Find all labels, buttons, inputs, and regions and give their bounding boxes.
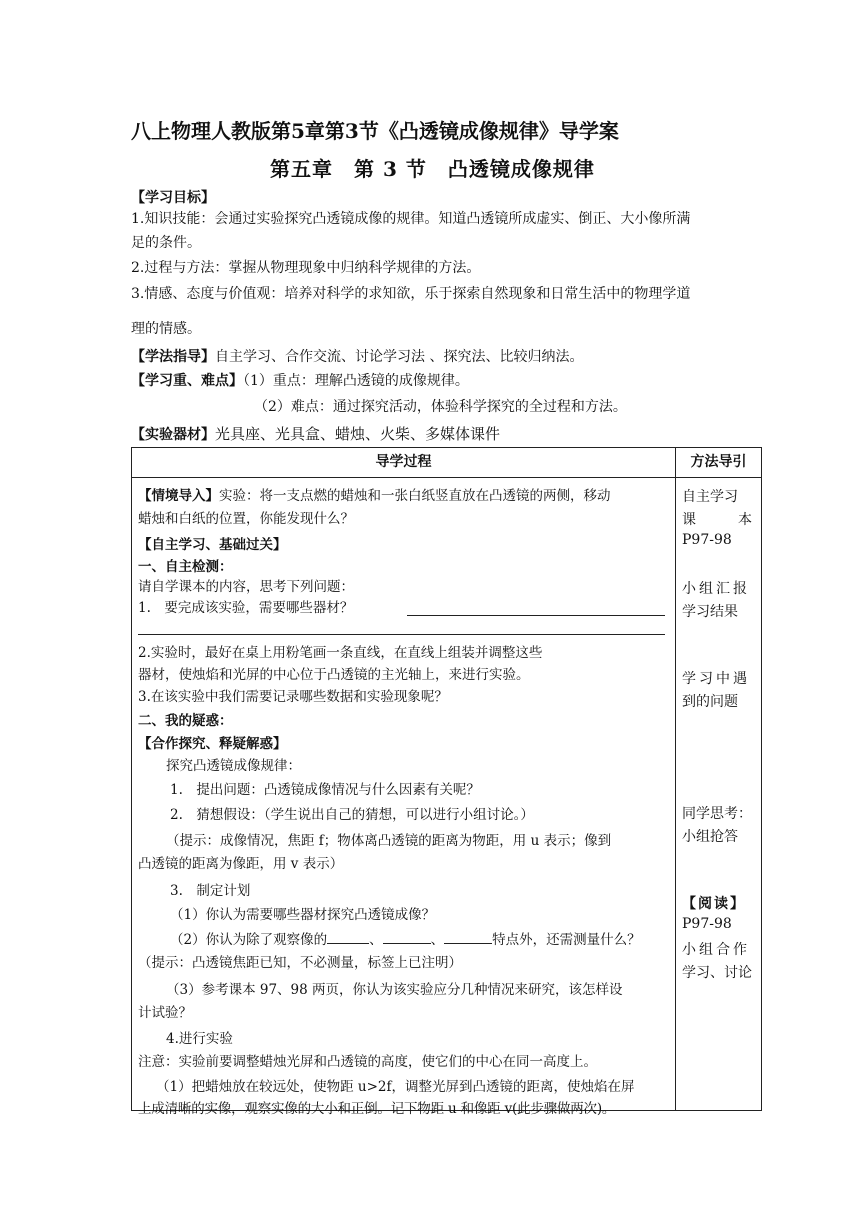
answer-line-2[interactable] xyxy=(138,634,665,635)
coop-heading: 【合作探究、释疑解惑】 xyxy=(138,736,287,752)
equipment xyxy=(131,423,500,444)
intro-text: 实验：将一支点燃的蜡烛和一张白纸竖直放在凸透镜的两侧，移动 xyxy=(219,488,611,504)
step-2: 2. 猜想假设：（学生说出自己的猜想，可以进行小组讨论。） xyxy=(170,807,534,823)
objective-1-line2: 足的条件。 xyxy=(131,235,201,251)
step-4: 4.进行实验 xyxy=(166,1031,233,1047)
side-problems-1: 学习中遇 xyxy=(682,671,750,687)
keypoints-focus xyxy=(131,370,469,390)
hint-line2: 凸透镜的距离为像距，用 v 表示） xyxy=(138,856,344,872)
blank-1[interactable] xyxy=(327,931,369,944)
objective-2: 2.过程与方法：掌握从物理现象中归纳科学规律的方法。 xyxy=(131,260,481,276)
side-discuss: 学习、讨论 xyxy=(682,965,752,981)
question-3: 3.在该实验中我们需要记录哪些数据和实验现象呢？ xyxy=(138,689,448,705)
document-title: 八上物理人教版第5章第3节《凸透镜成像规律》导学案 xyxy=(131,119,619,143)
side-textbook-label-left: 课 xyxy=(682,512,696,528)
method-cell xyxy=(676,478,762,1111)
objective-3-line1: 3.情感、态度与价值观：培养对科学的求知欲，乐于探索自然现象和日常生活中的物理学道 xyxy=(131,286,691,302)
keypoints-focus-text: （1）重点：理解凸透镜的成像规律。 xyxy=(243,373,469,389)
doubts-heading: 二、我的疑惑： xyxy=(138,713,233,729)
objectives-heading: 【学习目标】 xyxy=(131,190,215,206)
side-answer: 小组抢答 xyxy=(682,829,738,845)
method-label: 【学法指导】 xyxy=(131,349,215,365)
blank-3[interactable] xyxy=(444,931,492,944)
read-prompt: 请自学课本的内容，思考下列问题： xyxy=(138,579,354,595)
equipment-label: 【实验器材】 xyxy=(131,427,215,443)
side-read: 【阅读】 xyxy=(682,896,746,912)
plan-3-line1: （3）参考课本 97、98 两页，你认为该实验应分几种情况来研究，该怎样设 xyxy=(166,982,623,998)
content-cell xyxy=(132,478,676,1117)
keypoints-label: 【学习重、难点】 xyxy=(131,373,243,389)
experiment-note: 注意：实验前要调整蜡烛光屏和凸透镜的高度，使它们的中心在同一高度上。 xyxy=(138,1054,597,1070)
plan-2 xyxy=(170,928,641,948)
intro-label: 【情境导入】 xyxy=(138,488,219,504)
side-problems-2: 到的问题 xyxy=(682,694,738,710)
side-pages-1: P97-98 xyxy=(682,532,732,548)
header-guide-process: 导学过程 xyxy=(132,448,676,478)
keypoints-difficulty: （2）难点：通过探究活动，体验科学探究的全过程和方法。 xyxy=(254,399,627,415)
question-2-line2: 器材，使烛焰和光屏的中心位于凸透镜的主光轴上，来进行实验。 xyxy=(138,667,530,683)
side-textbook-label-right: 本 xyxy=(738,512,752,528)
side-group-report: 小组汇报 xyxy=(682,581,750,597)
side-think: 同学思考： xyxy=(682,806,752,822)
side-pages-2: P97-98 xyxy=(682,916,732,932)
step-1: 1. 提出问题：凸透镜成像情况与什么因素有关呢？ xyxy=(170,782,480,798)
step-3: 3. 制定计划 xyxy=(170,883,251,899)
plan-3-line2: 计试验？ xyxy=(138,1005,192,1021)
guide-table xyxy=(131,447,762,1117)
plan-2-hint: （提示：凸透镜焦距已知，不必测量，标签上已注明） xyxy=(138,955,462,971)
plan-1: （1）你认为需要哪些器材探究凸透镜成像？ xyxy=(170,907,436,923)
experiment-1-line1: （1）把蜡烛放在较远处，使物距 u>2f，调整光屏到凸透镜的距离，使烛焰在屏 xyxy=(156,1079,635,1095)
chapter-title: 第五章 第 3 节 凸透镜成像规律 xyxy=(270,157,595,181)
objective-3-line2: 理的情感。 xyxy=(131,321,201,337)
blank-2[interactable] xyxy=(383,931,431,944)
header-method-guide: 方法导引 xyxy=(676,448,762,478)
hint-line1: （提示：成像情况，焦距 f；物体离凸透镜的距离为物距，用 u 表示；像到 xyxy=(166,833,612,849)
intro-line2: 蜡烛和白纸的位置，你能发现什么？ xyxy=(138,511,354,527)
explore-title: 探究凸透镜成像规律： xyxy=(166,758,301,774)
equipment-text: 光具座、光具盒、蜡烛、火柴、多媒体课件 xyxy=(215,425,501,443)
intro-line1 xyxy=(138,484,611,504)
side-group-coop: 小组合作 xyxy=(682,942,750,958)
self-check-heading: 一、自主检测： xyxy=(138,559,233,575)
method-text: 自主学习、合作交流、讨论学习法 、探究法、比较归纳法。 xyxy=(215,349,584,365)
objective-1-line1: 1.知识技能：会通过实验探究凸透镜成像的规律。知道凸透镜所成虚实、倒正、大小像所满 xyxy=(131,211,691,227)
plan-2-sep-2: 、 xyxy=(430,932,445,948)
experiment-1-line2: 上成清晰的实像，观察实像的大小和正倒。记下物距 u 和像距 v(此步骤做两次)。 xyxy=(138,1101,616,1117)
plan-2-sep-1: 、 xyxy=(369,932,383,948)
plan-2-text-a: （2）你认为除了观察像的 xyxy=(170,932,328,948)
method-guidance xyxy=(131,346,583,366)
self-study-heading: 【自主学习、基础过关】 xyxy=(138,537,287,553)
answer-line-1[interactable] xyxy=(407,615,665,616)
side-study-result: 学习结果 xyxy=(682,604,738,620)
question-1: 1. 要完成该实验，需要哪些器材？ xyxy=(138,600,354,616)
plan-2-text-b: 特点外，还需测量什么？ xyxy=(492,932,641,948)
question-2-line1: 2.实验时，最好在桌上用粉笔画一条直线，在直线上组装并调整这些 xyxy=(138,645,543,661)
side-self-study: 自主学习 xyxy=(682,489,738,505)
